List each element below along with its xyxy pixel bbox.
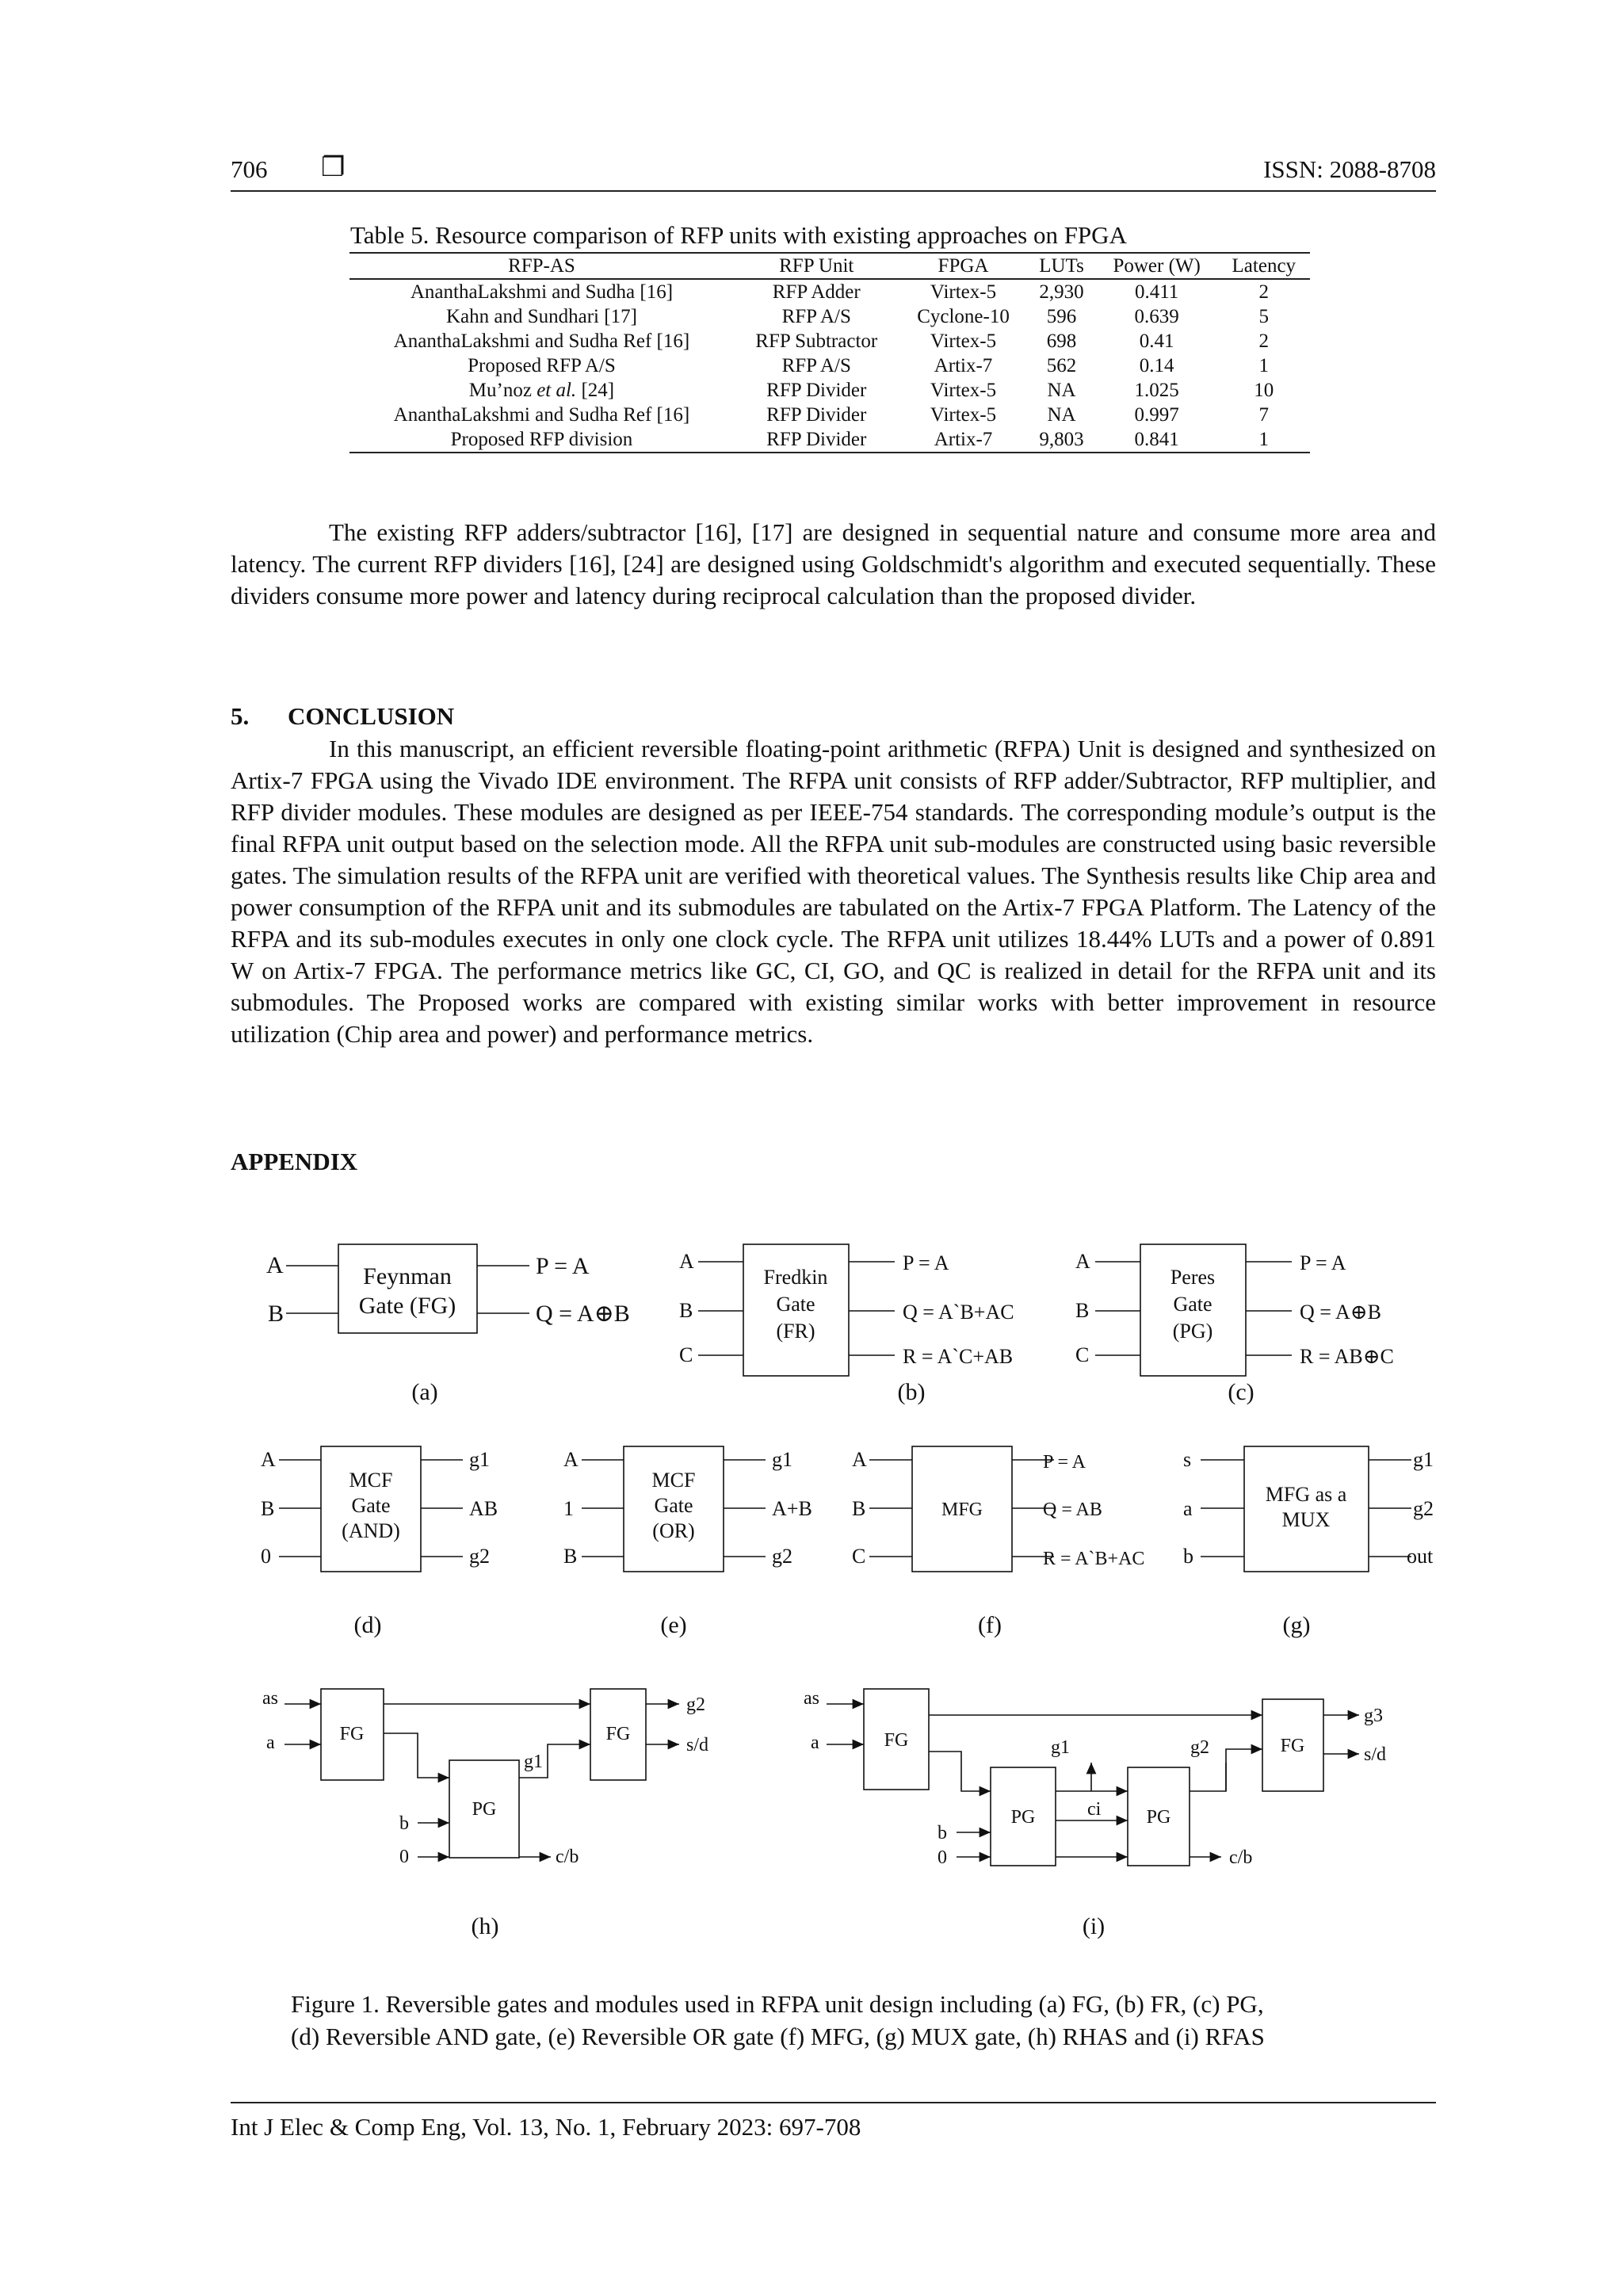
table-cell: 0.997 [1134, 404, 1179, 426]
fig-d-label: (d) [353, 1612, 382, 1638]
fig-d-box1: MCF [349, 1469, 393, 1492]
fig-e-in2: 1 [563, 1497, 574, 1520]
fig-i-pg2: PG [1146, 1807, 1171, 1828]
table-cell: 0.14 [1139, 355, 1174, 376]
table-cell: 0.411 [1134, 281, 1179, 303]
fig-e-in1: A [563, 1448, 579, 1471]
fig-i-fg1: FG [884, 1730, 909, 1751]
fig-i-ci: ci [1087, 1799, 1102, 1820]
fig-g-in2: a [1183, 1497, 1193, 1520]
table-cell: Artix-7 [934, 355, 993, 376]
table-cell: Artix-7 [899, 427, 1028, 453]
fig-h-a: a [266, 1733, 275, 1753]
fig-i-fg2: FG [1280, 1736, 1305, 1756]
fig-b-in3: C [679, 1343, 693, 1366]
fig-e-out2: A+B [772, 1497, 812, 1520]
footer-rule [231, 2102, 1436, 2103]
table-cell: 596 [1046, 306, 1077, 327]
table-cell: AnanthaLakshmi and Sudha Ref [16] [393, 330, 690, 352]
fig-c-box3: (PG) [1172, 1320, 1213, 1343]
fig-i-cb: c/b [1229, 1847, 1253, 1868]
fig-i-label: (i) [1082, 1913, 1106, 1939]
table-cell: RFP A/S [781, 355, 851, 376]
fig-d-in1: A [261, 1448, 276, 1471]
fig-b-box1: Fredkin [763, 1266, 828, 1289]
table-caption: Table 5. Resource comparison of RFP units with existing approaches on FPGA [350, 221, 1127, 249]
column-header: RFP Unit [734, 253, 899, 279]
column-header: LUTs [1027, 253, 1095, 279]
table-cell: RFP A/S [781, 306, 851, 327]
fig-f-box1: MFG [941, 1499, 983, 1520]
issn: ISSN: 2088-8708 [1263, 155, 1436, 183]
table-cell: RFP Divider [766, 404, 867, 426]
fig-c-in2: B [1075, 1299, 1090, 1322]
fig-i-g1: g1 [1051, 1737, 1070, 1758]
fig-c-box2: Gate [1173, 1293, 1212, 1316]
fig-d-out2: AB [469, 1497, 498, 1520]
table-cell: NA [1047, 404, 1076, 426]
table-cell: Mu’noz et al. [24] [468, 380, 615, 401]
header-rule [231, 190, 1436, 192]
page-number: 706 [231, 155, 268, 183]
table-cell: 2,930 [1039, 281, 1084, 303]
table-header-row [349, 253, 1310, 279]
fig-h-label: (h) [471, 1913, 499, 1939]
fig-f-out3: R = A`B+AC [1043, 1549, 1145, 1569]
fig-g-label: (g) [1282, 1612, 1311, 1638]
fig-h-g2: g2 [686, 1694, 705, 1715]
table-cell: RFP Divider [734, 427, 899, 453]
table-cell: 7 [1258, 404, 1270, 426]
table-cell: Virtex-5 [930, 330, 997, 352]
reversible-gates-figure [231, 1236, 1436, 1950]
table-cell: Proposed RFP A/S [468, 355, 616, 376]
fig-c-box1: Peres [1170, 1266, 1216, 1289]
fig-a-in2: B [268, 1301, 285, 1327]
table-cell: Proposed RFP division [349, 427, 734, 453]
table-cell: Virtex-5 [930, 404, 997, 426]
appendix-title: APPENDIX [231, 1148, 358, 1175]
fig-c-out3: R = AB⊕C [1300, 1345, 1394, 1368]
fig-f-out1: P = A [1043, 1452, 1086, 1473]
fig-b-out2: Q = A`B+AC [903, 1301, 1014, 1324]
table-cell: Cyclone-10 [917, 306, 1010, 327]
section-number: 5. [231, 702, 250, 730]
fig-d-out1: g1 [469, 1448, 490, 1471]
table-cell: Virtex-5 [930, 281, 997, 303]
table-cell: 10 [1254, 380, 1274, 401]
conclusion-paragraph [231, 733, 1436, 1050]
fig-f-in2: B [852, 1497, 866, 1520]
resource-table [349, 252, 1310, 453]
conclusion-text: In this manuscript, an efficient reversible floating-point arithmetic (RFPA) Unit is designed and synthesized on Artix-7 FPGA using the Vivado IDE environment. The RFPA unit consists of RFP adder/Subtractor, RFP multiplier, and RFP divider modules. These modules are designed as per IEEE-754 standards. The corresponding module’s output is the final RFPA unit output based on the selection mode. All the RFPA unit sub-modules are constructed using basic reversible gates. The simulation results of the RFPA unit are verified with theoretical values. The Synthesis results like Chip area and power consumption of the RFPA unit and its submodules are tabulated on the Artix-7 FPGA Platform. The Latency of the RFPA and its sub-modules executes in only one clock cycle. The RFPA unit utilizes 18.44% LUTs and a power of 0.891 W on Artix-7 FPGA. The performance metrics like GC, CI, GO, and QC is realized in detail for the RFPA unit and its submodules. The Proposed works are compared with existing similar works with better improvement in resource utilization (Chip area and power) and performance metrics. [231, 735, 1436, 1048]
fig-e-box1: MCF [651, 1469, 696, 1492]
fig-h-b: b [399, 1813, 409, 1834]
fig-e-out3: g2 [772, 1545, 792, 1568]
table-cell: 5 [1258, 306, 1270, 327]
fig-b-out3: R = A`C+AB [903, 1345, 1014, 1368]
fig-f-out2: Q = AB [1043, 1499, 1102, 1520]
fig-b-in2: B [679, 1299, 693, 1322]
fig-i-pg1: PG [1010, 1807, 1036, 1828]
fig-g-in3: b [1183, 1545, 1193, 1568]
fig-h-pg: PG [472, 1799, 497, 1820]
fig-h-fg1: FG [339, 1724, 365, 1744]
table-row [349, 329, 1310, 353]
fig-f-in1: A [852, 1448, 867, 1471]
table-cell: 1.025 [1134, 380, 1179, 401]
comparison-paragraph [231, 517, 1436, 612]
table-cell: 562 [1046, 355, 1077, 376]
table-row [349, 403, 1310, 427]
figure-caption-line2: (d) Reversible AND gate, (e) Reversible OR gate (f) MFG, (g) MUX gate, (h) RHAS and (i) RFAS [291, 2023, 1265, 2050]
table-row [349, 378, 1310, 403]
table-cell: 0.841 [1096, 427, 1218, 453]
fig-h-fg2: FG [605, 1724, 631, 1744]
fig-h-sd: s/d [686, 1735, 709, 1755]
fig-e-in3: B [563, 1545, 578, 1568]
table-cell: NA [1047, 380, 1076, 401]
fig-c-in3: C [1075, 1343, 1090, 1366]
column-header: Power (W) [1096, 253, 1218, 279]
paragraph-text: The existing RFP adders/subtractor [16], [17] are designed in sequential nature and consume more area and latency. The current RFP dividers [16], [24] are designed using Goldschmidt's algorithm and executed sequentially. These dividers consume more power and latency during reciprocal calculation than the proposed divider. [231, 518, 1436, 609]
fig-h-as: as [262, 1688, 278, 1709]
fig-a-out1: P = A [536, 1253, 590, 1279]
fig-a-in1: A [266, 1252, 284, 1278]
fig-b-box3: (FR) [776, 1320, 815, 1343]
fig-g-out2: g2 [1413, 1497, 1434, 1520]
fig-c-out2: Q = A⊕B [1300, 1301, 1381, 1324]
fig-b-out1: P = A [903, 1251, 949, 1274]
table-cell: 0.639 [1134, 306, 1179, 327]
fig-g-box1: MFG as a [1265, 1483, 1347, 1506]
fig-g-out1: g1 [1413, 1448, 1434, 1471]
fig-d-out3: g2 [469, 1545, 490, 1568]
table-row [349, 427, 1310, 453]
fig-e-box2: Gate [654, 1494, 693, 1517]
fig-d-in2: B [261, 1497, 275, 1520]
fig-e-out1: g1 [772, 1448, 792, 1471]
column-header: FPGA [899, 253, 1028, 279]
table-cell: RFP Subtractor [755, 330, 878, 352]
column-header: RFP-AS [349, 253, 734, 279]
fig-a-box2: Gate (FG) [358, 1293, 456, 1319]
table-cell: 1 [1258, 355, 1270, 376]
fig-i-as: as [804, 1688, 819, 1709]
fig-a-out2: Q = A⊕B [536, 1301, 630, 1327]
fig-b-in1: A [679, 1250, 694, 1273]
figure-caption [291, 1988, 1432, 2053]
fig-i-g2: g2 [1190, 1737, 1209, 1758]
fig-e-box3: (OR) [652, 1519, 695, 1542]
fig-i-b: b [938, 1823, 947, 1843]
column-header: Latency [1218, 253, 1310, 279]
figure-caption-line1: Figure 1. Reversible gates and modules used in RFPA unit design including (a) FG, (b) FR, (c) PG, [291, 1990, 1264, 2018]
table-cell: 9,803 [1027, 427, 1095, 453]
table-cell: AnanthaLakshmi and Sudha [16] [410, 281, 674, 303]
table-row [349, 279, 1310, 304]
table-cell: 2 [1258, 281, 1270, 303]
fig-i-a: a [811, 1733, 819, 1753]
fig-d-box2: Gate [351, 1494, 391, 1517]
table-cell: Virtex-5 [930, 380, 997, 401]
table-cell: Kahn and Sundhari [17] [445, 306, 637, 327]
fig-c-out1: P = A [1300, 1251, 1346, 1274]
table-cell: 698 [1046, 330, 1077, 352]
fig-d-in3: 0 [261, 1545, 271, 1568]
fig-a-box1: Feynman [363, 1263, 452, 1289]
section-title: CONCLUSION [288, 702, 455, 730]
fig-i-zero: 0 [938, 1847, 947, 1868]
table-cell: AnanthaLakshmi and Sudha Ref [16] [393, 404, 690, 426]
table-cell: RFP Divider [766, 380, 867, 401]
box-icon: ❐ [321, 153, 346, 182]
fig-f-label: (f) [978, 1612, 1002, 1638]
fig-i-g3: g3 [1364, 1706, 1383, 1726]
table-cell: 0.41 [1139, 330, 1174, 352]
fig-f-in3: C [852, 1545, 866, 1568]
fig-g-box2: MUX [1281, 1508, 1331, 1531]
footer-citation: Int J Elec & Comp Eng, Vol. 13, No. 1, February 2023: 697-708 [231, 2113, 861, 2141]
table-cell: RFP Adder [772, 281, 861, 303]
table-cell: 1 [1218, 427, 1310, 453]
fig-h-g1: g1 [524, 1752, 543, 1772]
fig-a-label: (a) [411, 1379, 438, 1405]
fig-b-box2: Gate [776, 1293, 815, 1316]
fig-c-in1: A [1075, 1250, 1090, 1273]
fig-b-label: (b) [897, 1379, 926, 1405]
fig-g-in1: s [1183, 1448, 1192, 1471]
fig-g-out3: out [1407, 1545, 1434, 1568]
fig-e-label: (e) [660, 1612, 687, 1638]
table-cell: 2 [1258, 330, 1270, 352]
table-row [349, 353, 1310, 378]
fig-h-zero: 0 [399, 1847, 409, 1867]
fig-i-sd: s/d [1364, 1744, 1387, 1765]
table-row [349, 304, 1310, 329]
fig-h-cb: c/b [556, 1847, 579, 1867]
fig-c-label: (c) [1228, 1379, 1254, 1405]
fig-d-box3: (AND) [342, 1519, 400, 1542]
